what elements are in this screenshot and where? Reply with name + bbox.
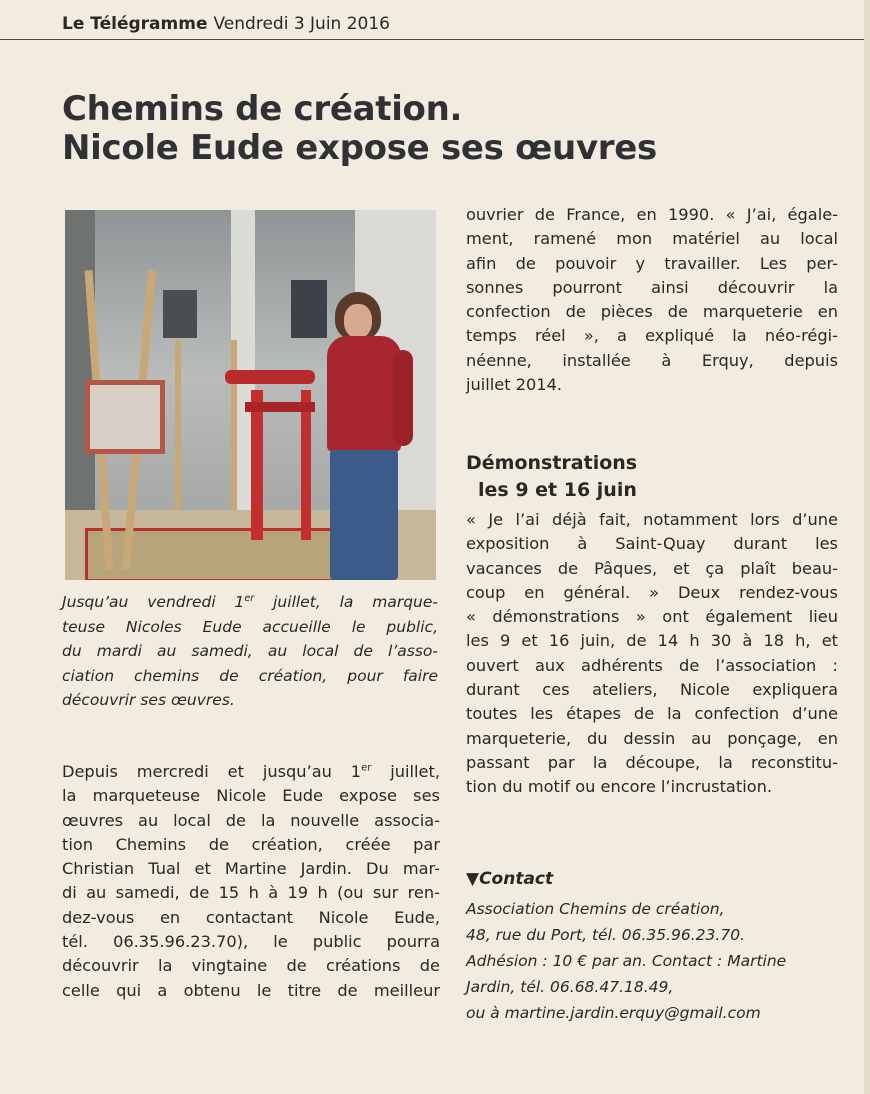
photo-frame-dark <box>163 290 197 338</box>
body-left-line: découvrir la vingtaine de créations de <box>62 956 440 976</box>
section-subhead <box>466 450 838 504</box>
caption-line-3: du mardi au samedi, au local de l’asso- <box>62 642 438 660</box>
contact-line: Adhésion : 10 € par an. Contact : Martine <box>466 952 787 970</box>
subhead-line-2: les 9 et 16 juin <box>478 479 637 501</box>
body-right-line: ment, ramené mon matériel au local <box>466 229 838 249</box>
photo-person-sweater <box>327 336 401 452</box>
photo-painting <box>85 380 165 454</box>
body-left-line-1-head: Depuis mercredi et jusqu’au 1 <box>62 762 362 781</box>
headline-line-1: Chemins de création. <box>62 89 463 129</box>
photo-frame-dark-2 <box>291 280 327 338</box>
caption-line-1-head: Jusqu’au vendredi 1 <box>62 593 245 611</box>
headline-line-2: Nicole Eude expose ses œuvres <box>62 127 657 168</box>
photo-person-jeans <box>330 450 398 580</box>
body-right-line: ouvert aux adhérents de l’association : <box>466 655 838 675</box>
body-right-line: coup en général. » Deux rendez-vous <box>466 582 838 602</box>
photo-saw-leg <box>251 390 263 540</box>
body-right-line: vacances de Pâques, et ça plaît beau- <box>466 558 838 578</box>
body-right-line: marqueterie, du dessin au ponçage, en <box>466 728 838 748</box>
body-left-line: tion Chemins de création, créée par <box>62 834 440 854</box>
contact-line: Jardin, tél. 06.68.47.18.49, <box>466 978 674 996</box>
contact-heading: ▼Contact <box>466 869 554 889</box>
body-right-line: tion du motif ou encore l’incrustation. <box>466 777 772 797</box>
subhead-line-1: Démonstrations <box>466 452 638 474</box>
body-left-sup: er <box>361 762 372 774</box>
caption-line-1-tail: juillet, la marque- <box>254 593 439 611</box>
body-right-line: passant par la découpe, la reconstitu- <box>466 752 838 772</box>
body-right-line: sonnes pourront ainsi découvrir la <box>466 277 838 297</box>
caption-line-5: découvrir ses œuvres. <box>62 691 235 709</box>
body-right-line: les 9 et 16 juin, de 14 h 30 à 18 h, et <box>466 631 838 651</box>
article-photo <box>65 210 436 580</box>
photo-easel-2 <box>175 340 237 510</box>
body-right-line: juillet 2014. <box>466 375 563 395</box>
caption-line-4: ciation chemins de création, pour faire <box>62 666 438 685</box>
issue-date: Vendredi 3 Juin 2016 <box>213 14 390 34</box>
body-left-line-1 <box>62 760 440 784</box>
masthead-rule <box>0 39 864 40</box>
body-right-line: afin de pouvoir y travailler. Les per- <box>466 253 838 273</box>
photo-person-arm <box>393 350 413 446</box>
body-left-line: di au samedi, de 15 h à 19 h (ou sur ren- <box>62 883 440 903</box>
body-right-line: « démonstrations » ont également lieu <box>466 607 838 627</box>
contact-line: 48, rue du Port, tél. 06.35.96.23.70. <box>466 926 745 944</box>
page-edge <box>864 0 870 1094</box>
body-left-line-1-tail: juillet, <box>371 762 440 781</box>
caption-line-2: teuse Nicoles Eude accueille le public, <box>62 617 438 636</box>
body-left-line: Christian Tual et Martine Jardin. Du mar- <box>62 859 440 879</box>
photo-saw-leg-2 <box>301 390 311 540</box>
caption-line-1 <box>62 590 438 615</box>
contact-line: Association Chemins de création, <box>466 900 725 918</box>
body-right-line: « Je l’ai déjà fait, notamment lors d’une <box>466 510 838 529</box>
body-left-line: dez-vous en contactant Nicole Eude, <box>62 907 440 927</box>
photo-caption <box>62 590 438 713</box>
body-right-line: ouvrier de France, en 1990. « J’ai, égale- <box>466 205 838 224</box>
body-left-column <box>62 760 440 1003</box>
body-right-line: toutes les étapes de la confection d’une <box>466 704 838 724</box>
body-left-line: celle qui a obtenu le titre de meilleur <box>62 980 440 1000</box>
headline <box>62 90 842 168</box>
photo-saw-arm <box>225 370 315 384</box>
body-right-line: néenne, installée à Erquy, depuis <box>466 350 838 370</box>
body-right-line: temps réel », a expliqué la néo-régi- <box>466 326 838 346</box>
body-right-line: exposition à Saint-Quay durant les <box>466 534 838 554</box>
newspaper-name: Le Télégramme <box>62 14 208 34</box>
contact-email[interactable]: ou à martine.jardin.erquy@gmail.com <box>466 1004 761 1022</box>
body-left-line: la marqueteuse Nicole Eude expose ses <box>62 786 440 806</box>
body-right-column-bottom <box>466 508 838 800</box>
masthead <box>62 14 862 40</box>
body-right-line: confection de pièces de marqueterie en <box>466 302 838 322</box>
photo-saw-table <box>245 402 315 412</box>
photo-person-face <box>344 304 372 338</box>
contact-block <box>466 896 846 1026</box>
body-left-line: œuvres au local de la nouvelle associa- <box>62 810 440 830</box>
body-left-line: tél. 06.35.96.23.70), le public pourra <box>62 932 440 952</box>
body-right-line: durant ces ateliers, Nicole expliquera <box>466 680 838 700</box>
body-right-column-top <box>466 203 838 397</box>
caption-sup: er <box>244 592 255 604</box>
